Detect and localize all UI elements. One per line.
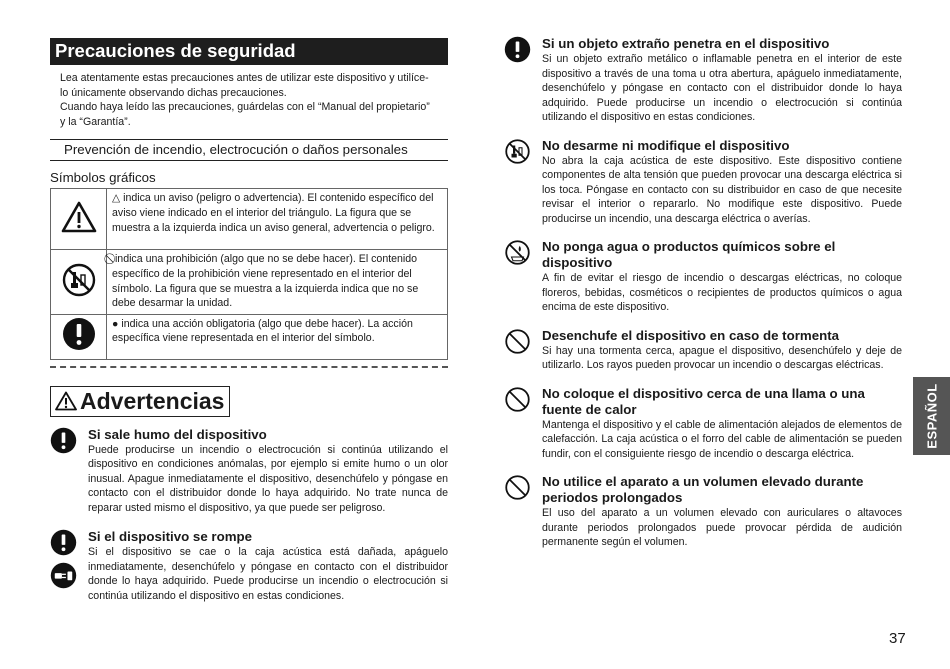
mandatory-action-icon (62, 317, 96, 351)
intro-line: Lea atentamente estas precauciones antes de utilizar este dispositivo y utilíce- (60, 72, 429, 84)
symbol-description: ⃠ indica una prohibición (algo que no se debe hacer). El contenido específico de la prohibición viene representado en el interior del símbolo. La figura que se muestra a la izquierda indica que no se debe desarmar la unidad. (107, 250, 448, 314)
warning-item (50, 529, 448, 603)
section-title: Precauciones de seguridad (50, 38, 448, 65)
symbols-title: Símbolos gráficos (50, 170, 156, 186)
symbol-row (51, 314, 448, 359)
language-tab (913, 377, 950, 455)
warning-item (504, 386, 902, 462)
warnings-title-text: Advertencias (80, 387, 225, 414)
prohibition-icon (504, 328, 531, 355)
do-not-disassemble-icon (504, 138, 531, 165)
warning-item-text: Puede producirse un incendio o electrocución si continúa utilizando el dispositivo en condiciones anómalas, por ejemplo si emite humo o un olor inusual. Apague inmediatamente el dispositivo, desenchúfelo y póngase en contacto con el distribuidor donde lo haya adquirido. No trate nunca de reparar usted mismo el dispositivo, ya que puede ser peligroso. (88, 443, 448, 514)
symbol-description: △ indica un aviso (peligro o advertencia). El contenido específico del aviso viene indicado en el interior del triángulo. La figura que se muestra a la izquierda indica un aviso general, advertencia o peligro. (107, 189, 448, 250)
warning-item (504, 239, 902, 315)
page-number: 37 (889, 630, 906, 647)
unplug-icon (50, 562, 77, 589)
warning-item-text: A fin de evitar el riesgo de incendio o descargas eléctricas, no coloque floreros, bebidas, cosméticos o recipientes de productos químicos o agua encima de este dispositivo. (542, 272, 902, 313)
warning-item-title: No ponga agua o productos químicos sobre el dispositivo (542, 239, 836, 270)
intro-text (60, 71, 448, 129)
dashed-divider (50, 366, 448, 368)
intro-line: lo únicamente observando dichas precauciones. (60, 86, 287, 99)
warning-item-text: Mantenga el dispositivo y el cable de alimentación alejados de elementos de calefacción. La caja acústica o el forro del cable de alimentación se pueden fundir, con el consiguiente riesgo de incendio o descarga eléctrica. (542, 418, 902, 460)
warning-item-title: No desarme ni modifique el dispositivo (542, 137, 790, 153)
warning-item (504, 36, 902, 125)
symbol-row (51, 189, 448, 250)
warning-triangle-icon (61, 201, 97, 233)
left-column (50, 38, 448, 603)
prohibition-icon (504, 386, 531, 413)
intro-line: y la “Garantía”. (60, 115, 131, 128)
symbol-description: ● indica una acción obligatoria (algo que debe hacer). La acción específica viene representada en el interior del símbolo. (107, 314, 448, 359)
do-not-disassemble-icon (61, 262, 97, 298)
prohibition-icon (504, 474, 531, 501)
warning-item-title: No coloque el dispositivo cerca de una llama o una fuente de calor (542, 385, 865, 417)
warning-item-title: No utilice el aparato a un volumen elevado durante periodos prolongados (542, 474, 864, 505)
warning-item-text: Si hay una tormenta cerca, apague el dispositivo, desenchúfelo y deje de utilizarlo. Los rayos pueden provocar un incendio o descargas eléctricas. (542, 344, 902, 371)
mandatory-action-icon (50, 427, 77, 454)
warnings-title (50, 386, 230, 417)
warning-item-text: No abra la caja acústica de este dispositivo. Este dispositivo contiene componentes de alta tensión que pueden provocar una descarga eléctrica si los toca. Póngase en contacto con su distribuidor en caso de que necesite revisar el interior o repararlo. No modifique este dispositivo. Puede producirse un incendio, una descarga eléctrica o averías. (542, 154, 902, 225)
warning-item-text: Si un objeto extraño metálico o inflamable penetra en el interior de este dispositivo a través de una toma u otra abertura, apáguelo inmediatamente, desenchúfelo y póngase en contacto con el distribuidor donde lo haya adquirido. Puede producirse un incendio o electrocución si continúa utilizando el dispositivo en estas condiciones. (542, 53, 902, 123)
warning-item (504, 138, 902, 227)
language-tab-label: ESPAÑOL (924, 383, 939, 449)
warning-item-title: Si sale humo del dispositivo (88, 426, 267, 442)
right-column (504, 36, 902, 550)
warning-item (504, 474, 902, 550)
warning-item-text: El uso del aparato a un volumen elevado con auriculares o altavoces durante periodos prolongados puede provocar pérdida de audición permanente según el volumen. (542, 507, 902, 548)
warning-item (50, 427, 448, 516)
warning-triangle-icon (55, 391, 77, 411)
warning-item-text: Si el dispositivo se cae o la caja acústica está dañada, apáguelo inmediatamente, desenchúfelo y póngase en contacto con el distribuidor donde lo haya adquirido. Puede producirse un incendio o electrocución si continúa utilizando el dispositivo en estas condiciones. (88, 546, 448, 602)
warning-item-title: Si el dispositivo se rompe (88, 529, 253, 545)
warning-item-title: Si un objeto extraño penetra en el dispositivo (542, 36, 830, 51)
warning-item (504, 328, 902, 373)
symbols-table (50, 188, 448, 359)
warning-item-title: Desenchufe el dispositivo en caso de tormenta (542, 327, 840, 343)
mandatory-action-icon (504, 36, 531, 63)
fire-prevention-heading: Prevención de incendio, electrocución o daños personales (50, 139, 448, 161)
mandatory-action-icon (50, 529, 77, 556)
symbol-row (51, 250, 448, 314)
intro-line: Cuando haya leído las precauciones, guárdelas con el “Manual del propietario” (60, 101, 430, 114)
no-water-icon (504, 239, 531, 266)
